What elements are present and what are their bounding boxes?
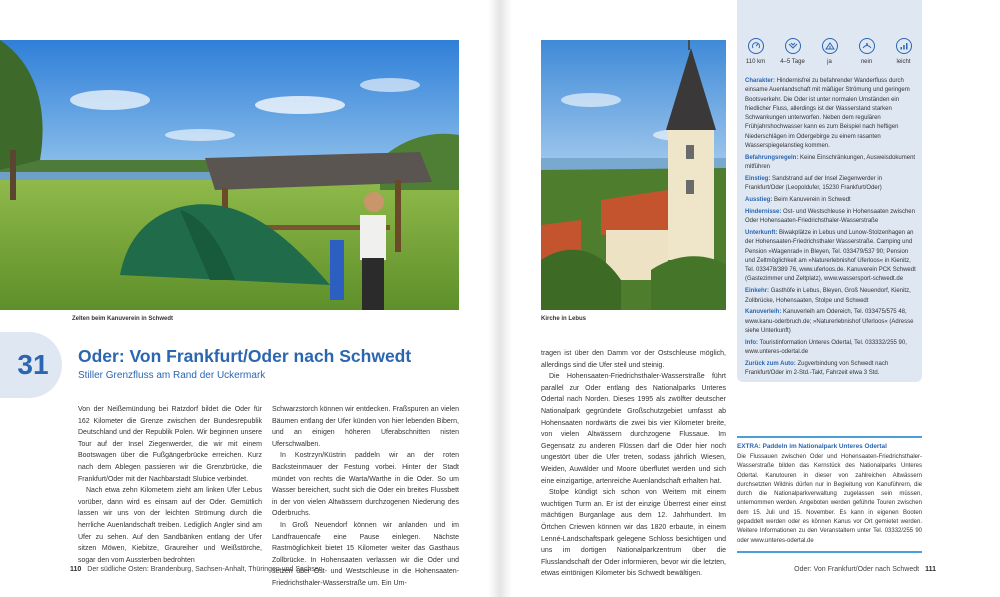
info-label: Einstieg: bbox=[745, 175, 771, 182]
divider bbox=[737, 551, 922, 553]
page-number: 110 bbox=[70, 566, 82, 573]
stat-label: 110 km bbox=[745, 59, 766, 65]
info-label: Unterkunft: bbox=[745, 229, 778, 236]
info-text: Keine Einschränkungen, Ausweisdokument mitführen bbox=[745, 154, 916, 171]
info-label: Ausstieg: bbox=[745, 197, 773, 204]
tour-number-badge bbox=[0, 332, 62, 398]
stat-label: nein bbox=[860, 59, 873, 65]
stat-portage bbox=[848, 38, 885, 68]
extra-box bbox=[737, 436, 922, 553]
duration-icon bbox=[785, 38, 801, 54]
portage-icon bbox=[859, 38, 875, 54]
paragraph: Die Hohensaaten-Friedrichsthaler-Wasserstraße führt parallel zur Oder entlang des Nationalparks Unteres Odertal nach Norden. Dieses 1995 als zwölfter deutscher Nationalpark gegründete Großschutzgebiet umfasst ab Hohensaaten nordwärts die zwei bis vier Kilometer breite, von vielen Altwässern durchzogene Flussaue. Im Gegensatz zu anderen Flüssen darf die Oder hier noch ungestört über die Ufer treten, sodass jährlich Wiesen, Weiden, Auwälder und Moore überflutet werden und sich eine einzigartige, artenreiche Auenlandschaft erhalten hat. bbox=[541, 373, 726, 485]
extra-title: EXTRA: Paddeln im Nationalpark Unteres Odertal bbox=[737, 443, 887, 450]
info-contact bbox=[745, 339, 917, 358]
stat-label: ja bbox=[827, 59, 832, 65]
info-text: Zugverbindung von Schwedt nach Frankfurt/Oder im 2-Std.-Takt, Fahrzeit etwa 3 Std. bbox=[745, 360, 889, 377]
info-text: Biwakplätze in Lebus und Lunow-Stolzenhagen an der Hohensaaten-Friedrichsthaler Wasserstraße. Camping und Pension »Wagenrad« in Bleyen, Tel. 033479/537 90; Pension und Zeltmöglichkeit am »Naturerlebnishof Uferloos« in Kienitz, Tel. 033478/389 76, www.uferloos.de. Kanuverein PCK Schwedt (Gastezimmer und Zeltplatz), www.wassersport-schwedt.de bbox=[745, 229, 916, 283]
paragraph: Schwarzstorch können wir entdecken. Fraßspuren an vielen Bäumen entlang der Ufer künden von hier lebenden Bibern, und an einigen höheren Uferabschnitten nisten Uferschwalben. bbox=[272, 406, 459, 448]
info-label: Info: bbox=[745, 339, 758, 346]
body-column-1 bbox=[78, 404, 262, 566]
stat-duration bbox=[774, 38, 811, 68]
info-label: Befahrungsregeln: bbox=[745, 154, 799, 161]
info-end bbox=[745, 196, 917, 205]
page-number: 111 bbox=[925, 566, 936, 573]
paragraph: Von der Neißemündung bei Ratzdorf bildet die Oder für 162 Kilometer die Grenze zwischen der Bundesrepublik Deutschland und der Republik Polen. Wir beginnen unsere Tour auf der Insel Ziegenwerder, die wir mit einem Bootswagen über die Fußgängerbrücke erreichen. Kurz nach dem Ablegen passieren wir die Grenzbrücke, die Frankfurt/Oder mit der Nachbarstadt Slubice verbindet. bbox=[78, 406, 262, 483]
tent-photo bbox=[0, 40, 459, 310]
body-column-3 bbox=[541, 348, 726, 580]
info-entries bbox=[745, 77, 917, 381]
info-character bbox=[745, 77, 917, 151]
info-label: Kanuverleih: bbox=[745, 309, 782, 316]
info-return bbox=[745, 360, 917, 379]
photo-caption: Zelten beim Kanuverein in Schwedt bbox=[72, 316, 174, 322]
camping-icon bbox=[822, 38, 838, 54]
info-label: Charakter: bbox=[745, 78, 776, 84]
running-footer: Der südliche Osten: Brandenburg, Sachsen-Anhalt, Thüringen und Sachsen bbox=[87, 566, 323, 573]
info-obstacles bbox=[745, 208, 917, 227]
divider bbox=[737, 436, 922, 438]
info-text: Kanuverleih am Odereich, Tel. 033475/575 48, www.kanu-oderbruch.de; »Naturerlebnishof Uferloos« (Adresse siehe Unterkunft) bbox=[745, 309, 914, 334]
stat-label: 4–5 Tage bbox=[780, 59, 805, 65]
info-text: Gasthöfe in Lebus, Bleyen, Groß Neuendorf, Kienitz, Zollbrücke, Hohensaaten, Stolpe und Schwedt bbox=[745, 288, 911, 304]
page-gutter bbox=[488, 0, 512, 597]
stat-difficulty bbox=[885, 38, 922, 68]
info-label: Hindernisse: bbox=[745, 208, 782, 215]
paragraph: Nach etwa zehn Kilometern zieht am linken Ufer Lebus vorüber, dann wird es einsam auf der Oder. Gemütlich lassen wir uns von der leichten Strömung durch die herrliche Auenlandschaft treiben. Lediglich Angler sind am Ufer zu sehen. Auf den Sandbänken entlang der Ufer sitzen Möwen, Kiebitze, Graureiher und Weißstörche, sogar den vom Aussterben bedrohten bbox=[78, 487, 262, 564]
running-footer: Oder: Von Frankfurt/Oder nach Schwedt bbox=[794, 566, 920, 573]
paragraph: tragen ist über den Damm vor der Ostschleuse möglich, allerdings sind die Ufer steil und steinig. bbox=[541, 350, 726, 369]
stat-distance bbox=[737, 38, 774, 68]
paragraph: In Groß Neuendorf können wir anlanden und im Landfrauencafe eine Pause einlegen. Nächste Rastmöglichkeit bietet 15 Kilometer weiter das Gasthaus Zollbrücke. In Hohensaaten verlassen wir die Oder und setzen über Ost- und Westschleuse in die Hohensaaten-Friedrichsthaler-Wasserstraße um. Ein Um- bbox=[272, 521, 459, 587]
info-rental bbox=[745, 308, 917, 336]
paragraph: Stolpe kündigt sich schon von Weitem mit einem wuchtigen Turm an. Er ist der einzige Überrest einer einst mächtigen Burganlage aus dem 12. Jahrhundert. Im Örtchen Criewen können wir das 1820 erbaute, in einem Lenné-Landschaftspark gelegene Schloss besichtigen und uns im dortigen Nationalparkzentrum über die Flusslandschaft der Oder informieren, bevor wir die letzten, etwas eintönigen Kilometer bis Schwedt bewältigen. bbox=[541, 489, 726, 578]
extra-body: Die Flussauen zwischen Oder und Hohensaaten-Friedrichsthaler-Wasserstraße bilden das Kernstück des Nationalparks Unteres Odertal. Kanutouren in dieser von zahlreichen Altwässern durchsetzten Wildnis dürfen nur in Begleitung von Kanuführern, die durch die Nationalparkverwaltung zugelassen sein müssen, unternommen werden. Angeboten werden geführte Touren zwischen dem 15. Juli und 15. November. Es kann in eigenen Booten gepaddelt werden oder es können Kanus vor Ort gemietet werden. Weitere Informationen zu den Veranstaltern unter Tel. 03332/255 90 oder www.unteres-odertal.de bbox=[737, 454, 922, 544]
tour-number: 31 bbox=[17, 349, 49, 380]
info-text: Beim Kanuverein in Schwedt bbox=[774, 197, 851, 204]
tour-info-box bbox=[737, 0, 922, 382]
info-accommodation bbox=[745, 229, 917, 285]
info-text: Hindernisfrei zu befahrender Wanderfluss durch einsame Auenlandschaft mit mäßiger Strömung und geringem Bootsverkehr. Die Oder ist unter normalen Umständen ein friedlicher Fluss, allerdings ist der Wasserstand starken Schwankungen unterworfen. Neben dem regulären Frühjahrshochwasser kann es zum Beispiel nach heftigen Niederschlägen im Odergebirge zu einem rasanten Wasserspiegelanstieg kommen. bbox=[745, 78, 910, 150]
photo-caption: Kirche in Lebus bbox=[541, 316, 587, 322]
difficulty-icon bbox=[896, 38, 912, 54]
info-start bbox=[745, 175, 917, 194]
info-label: Einkehr: bbox=[745, 288, 770, 295]
stat-camping bbox=[811, 38, 848, 68]
info-rules bbox=[745, 154, 917, 173]
footer-right bbox=[794, 566, 942, 573]
tour-stats bbox=[737, 38, 922, 68]
stat-label: leicht bbox=[896, 59, 911, 65]
info-label: Zurück zum Auto: bbox=[745, 360, 796, 367]
info-text: Sandstrand auf der Insel Ziegenwerder in Frankfurt/Oder (Leopoldufer, 15230 Frankfurt/Oder) bbox=[745, 175, 883, 192]
chapter-title: Oder: Von Frankfurt/Oder nach Schwedt bbox=[78, 346, 412, 366]
church-photo bbox=[541, 40, 726, 310]
body-column-2 bbox=[272, 404, 459, 590]
info-text: Ost- und Westschleuse in Hohensaaten zwischen Oder Hohensaaten-Friedrichsthaler-Wasserstraße bbox=[745, 208, 915, 225]
info-food bbox=[745, 287, 917, 306]
footer-left bbox=[64, 566, 323, 573]
info-text: Touristinformation Unteres Odertal, Tel. 033332/255 90, www.unteres-odertal.de bbox=[745, 339, 907, 356]
paragraph: In Kostrzyn/Küstrin paddeln wir an der roten Backsteinmauer der Festung vorbei. Hinter der Stadt mündet von rechts die Warta/Warthe in die Oder. So um Wasser bereichert, sucht sich die Oder ein breites Flussbett in der von vielen Altwässern durchzogenen Niederung des Oderbruchs. bbox=[272, 452, 459, 518]
chapter-subtitle: Stiller Grenzfluss am Rand der Uckermark bbox=[78, 370, 266, 381]
distance-icon bbox=[748, 38, 764, 54]
